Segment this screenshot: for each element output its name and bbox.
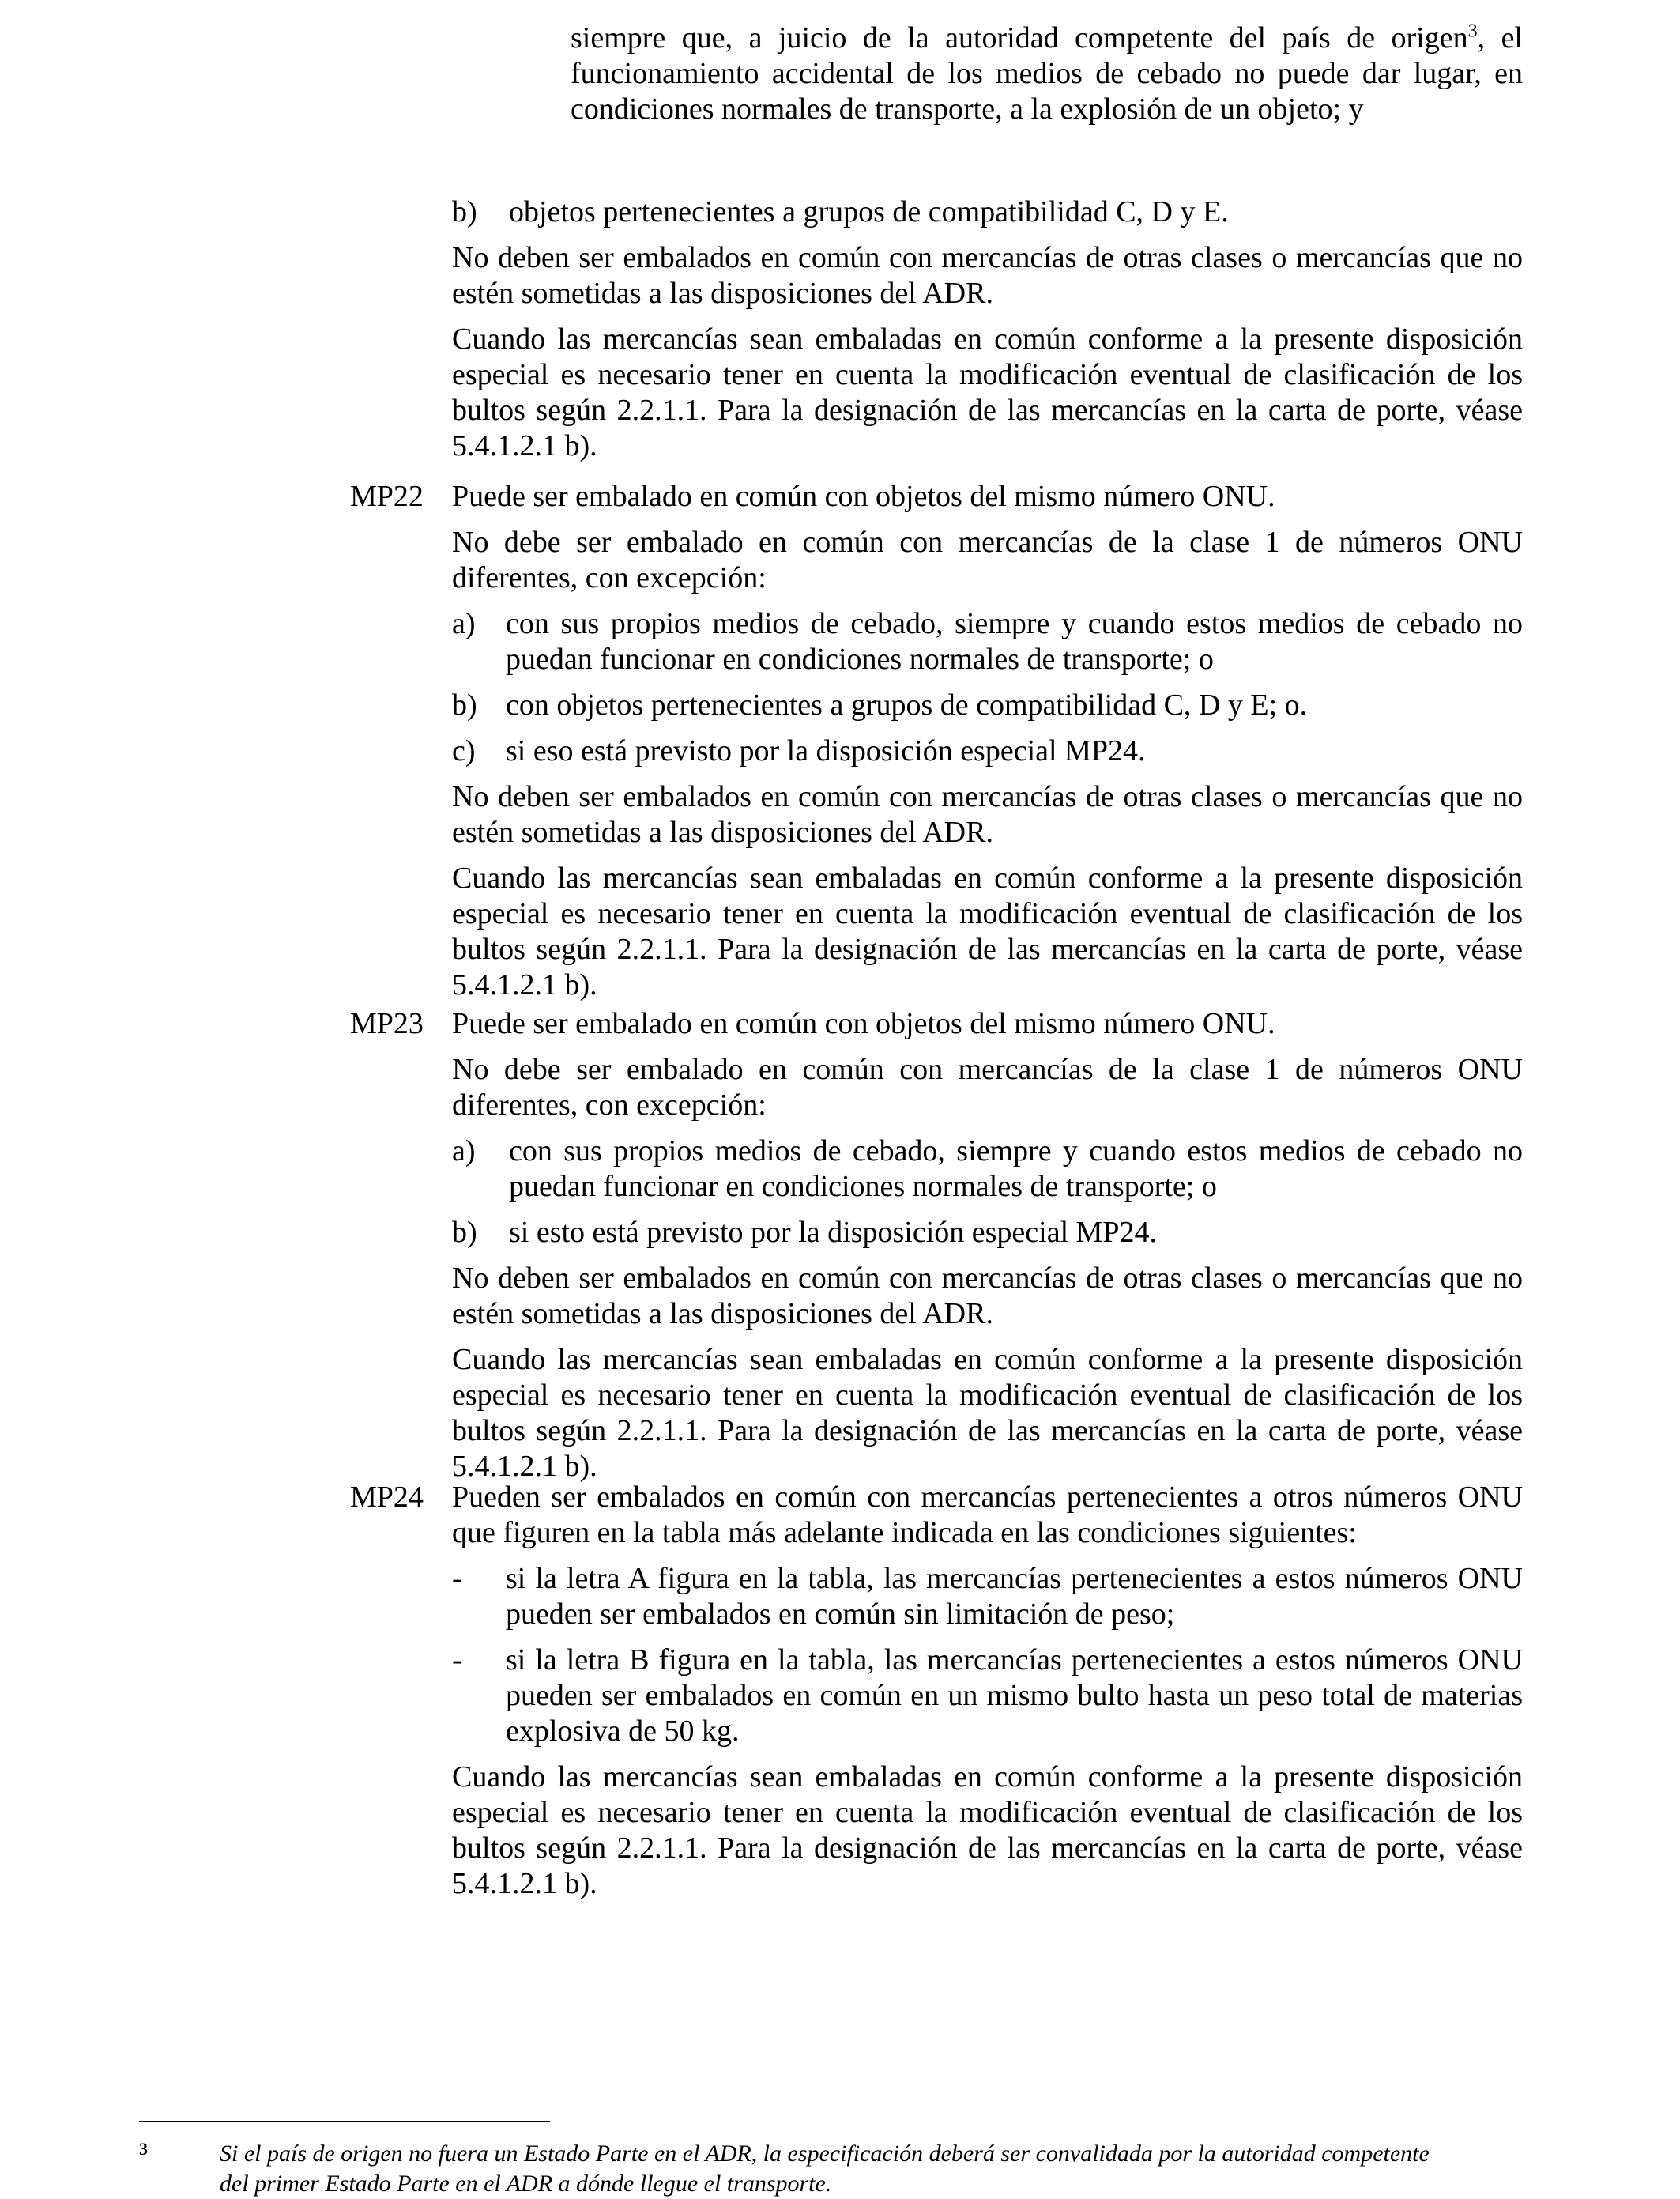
list-item [452,1133,1523,1205]
footnote-text-line-2: del primer Estado Parte en el ADR a dónde llegue el transporte. [220,2171,832,2197]
intro-text-cont: , el funcionamiento accidental de los medios de cebado no puede dar lugar, en condiciones normales de transporte, a la explosión de un objeto; y [571,21,1523,126]
list-item-text: si la letra B figura en la tabla, las mercancías pertenecientes a estos números ONU pueden ser embalados en común en un mismo bulto hasta un peso total de materias explosiva de 50 kg. [506,1643,1523,1748]
provision-lead: Pueden ser embalados en común con mercancías pertenecientes a otros números ONU que figuren en la tabla más adelante indicada en las condiciones siguientes: [452,1480,1523,1549]
list-marker: b) [452,1216,477,1249]
list-item [452,1643,1523,1749]
list-item [452,734,1523,769]
list-marker: - [452,1562,462,1595]
paragraph: Cuando las mercancías sean embaladas en común conforme a la presente disposición especial es necesario tener en cuenta la modificación eventual de clasificación de los bultos según 2.2.1.1. Para la designación de las mercancías en la carta de porte, véase 5.4.1.2.1 b). [452,322,1523,462]
provision-label-mp22: MP22 [350,480,424,513]
paragraph: No deben ser embalados en común con mercancías de otras clases o mercancías que no estén sometidas a las disposiciones del ADR. [452,1262,1523,1330]
paragraph: No debe ser embalado en común con mercancías de la clase 1 de números ONU diferentes, con excepción: [452,1053,1523,1122]
paragraph: No debe ser embalado en común con mercancías de la clase 1 de números ONU diferentes, con excepción: [452,526,1523,594]
list-item-text: si eso está previsto por la disposición especial MP24. [506,734,1146,768]
list-marker: b) [452,688,477,722]
provision-label-mp24: MP24 [350,1480,424,1514]
provision-lead: Puede ser embalado en común con objetos del mismo número ONU. [452,480,1275,513]
list-item [452,194,1523,230]
list-item-text: si la letra A figura en la tabla, las mercancías pertenecientes a estos números ONU pueden ser embalados en común sin limitación de peso; [506,1562,1523,1631]
list-item-text: con objetos pertenecientes a grupos de compatibilidad C, D y E; o. [506,688,1308,722]
list-marker: b) [452,195,477,228]
provision-mp23 [452,1006,1523,1495]
list-item [452,688,1523,723]
footnote-reference[interactable]: 3 [1467,21,1478,42]
provision-continuation [452,194,1523,474]
list-item [452,1215,1523,1250]
paragraph: No deben ser embalados en común con mercancías de otras clases o mercancías que no estén sometidas a las disposiciones del ADR. [452,780,1523,849]
provision-mp22 [452,479,1523,1013]
footnote-separator [139,2121,550,2122]
list-marker: a) [452,607,476,640]
list-item [452,1561,1523,1632]
paragraph: Cuando las mercancías sean embaladas en común conforme a la presente disposición especial es necesario tener en cuenta la modificación eventual de clasificación de los bultos según 2.2.1.1. Para la designación de las mercancías en la carta de porte, véase 5.4.1.2.1 b). [452,1343,1523,1483]
list-item-text: si esto está previsto por la disposición especial MP24. [509,1216,1158,1249]
list-item-text: objetos pertenecientes a grupos de compatibilidad C, D y E. [509,195,1229,228]
provision-mp24 [452,1480,1523,1912]
intro-paragraph [571,21,1523,127]
footnote-text-line-1: Si el país de origen no fuera un Estado Parte en el ADR, la especificación deberá ser convalidada por la autoridad competente [220,2141,1430,2167]
intro-text: siempre que, a juicio de la autoridad competente del país de origen [571,21,1468,55]
paragraph: Cuando las mercancías sean embaladas en común conforme a la presente disposición especial es necesario tener en cuenta la modificación eventual de clasificación de los bultos según 2.2.1.1. Para la designación de las mercancías en la carta de porte, véase 5.4.1.2.1 b). [452,862,1523,1001]
provision-label-mp23: MP23 [350,1007,424,1040]
paragraph: Cuando las mercancías sean embaladas en común conforme a la presente disposición especial es necesario tener en cuenta la modificación eventual de clasificación de los bultos según 2.2.1.1. Para la designación de las mercancías en la carta de porte, véase 5.4.1.2.1 b). [452,1760,1523,1900]
provision-lead: Puede ser embalado en común con objetos del mismo número ONU. [452,1007,1275,1040]
list-marker: - [452,1643,462,1677]
list-item-text: con sus propios medios de cebado, siempre y cuando estos medios de cebado no puedan funcionar en condiciones normales de transporte; o [509,1134,1523,1203]
list-marker: c) [452,734,476,768]
footnote-number: 3 [139,2139,148,2159]
paragraph: No deben ser embalados en común con mercancías de otras clases o mercancías que no estén sometidas a las disposiciones del ADR. [452,241,1523,310]
list-item-text: con sus propios medios de cebado, siempre y cuando estos medios de cebado no puedan funcionar en condiciones normales de transporte; o [506,607,1523,676]
list-marker: a) [452,1134,476,1167]
list-item [452,606,1523,677]
